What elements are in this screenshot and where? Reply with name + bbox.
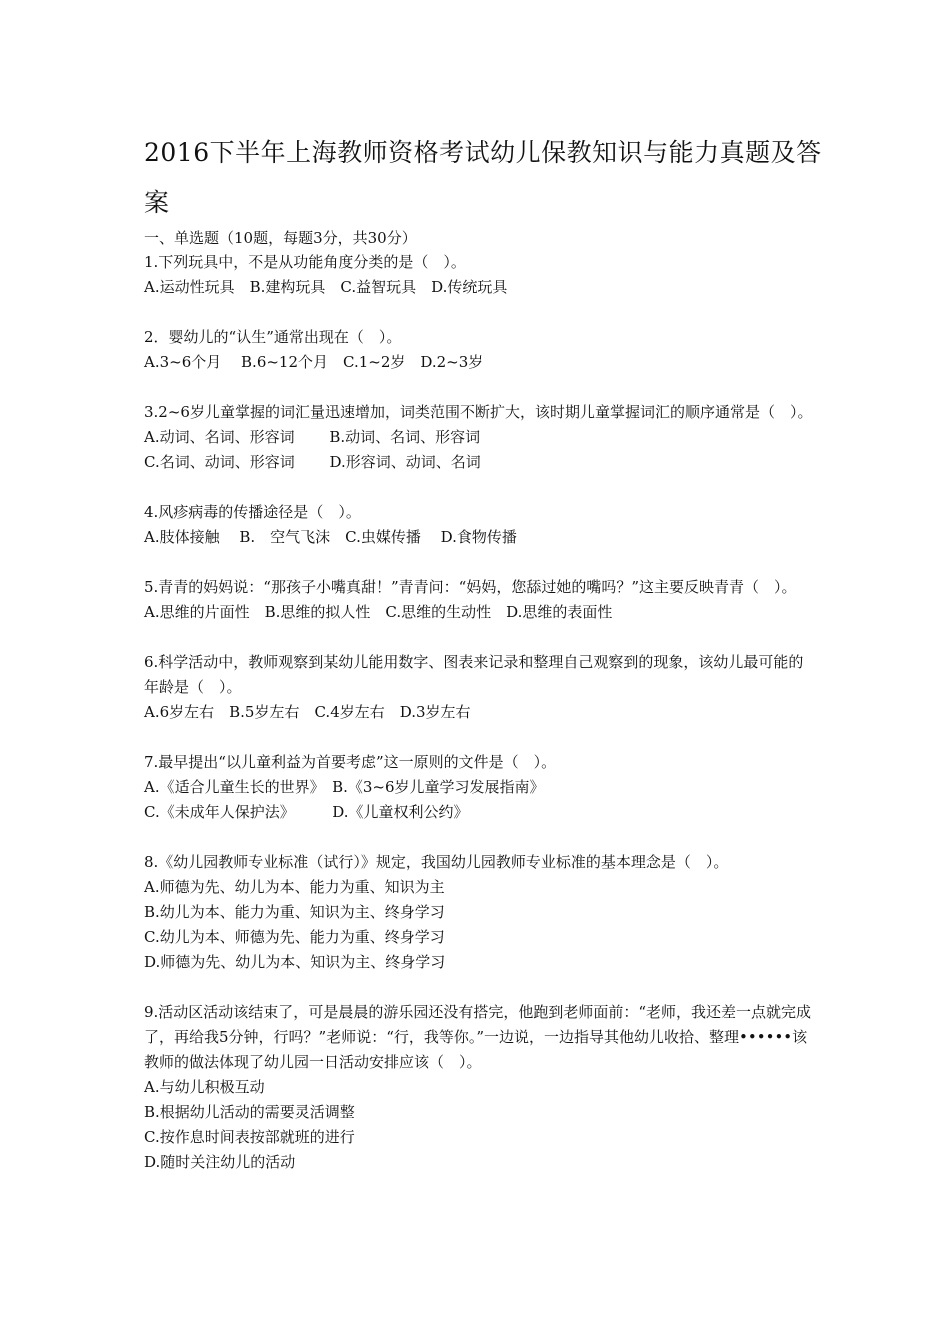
question-options: D.师德为先、幼儿为本、知识为主、终身学习	[144, 953, 446, 971]
question-options: C.名词、动词、形容词 D.形容词、动词、名词	[144, 453, 481, 471]
question-5	[144, 575, 814, 625]
question-options: A.运动性玩具 B.建构玩具 C.益智玩具 D.传统玩具	[144, 278, 508, 296]
question-options: C.按作息时间表按部就班的进行	[144, 1128, 355, 1146]
question-options: A.《适合儿童生长的世界》 B.《3~6岁儿童学习发展指南》	[144, 778, 545, 796]
question-4	[144, 500, 814, 550]
question-options: A.3~6个月 B.6~12个月 C.1~2岁 D.2~3岁	[144, 353, 484, 371]
question-2	[144, 325, 814, 375]
question-options: A.肢体接触 B. 空气飞沫 C.虫媒传播 D.食物传播	[144, 528, 517, 546]
question-9	[144, 1000, 814, 1175]
question-stem: 5.青青的妈妈说：“那孩子小嘴真甜！”青青问：“妈妈，您舔过她的嘴吗？”这主要反映青青（ ）。	[144, 578, 797, 596]
question-options: B.幼儿为本、能力为重、知识为主、终身学习	[144, 903, 445, 921]
question-stem: 4.风疹病毒的传播途径是（ ）。	[144, 503, 361, 521]
question-stem: 7.最早提出“以儿童利益为首要考虑”这一原则的文件是（ ）。	[144, 753, 557, 771]
question-options: C.《未成年人保护法》 D.《儿童权利公约》	[144, 803, 469, 821]
question-options: D.随时关注幼儿的活动	[144, 1153, 296, 1171]
question-stem: 3.2~6岁儿童掌握的词汇量迅速增加，词类范围不断扩大，该时期儿童掌握词汇的顺序通常是（ ）。	[144, 403, 813, 421]
question-stem: 6.科学活动中，教师观察到某幼儿能用数字、图表来记录和整理自己观察到的现象，该幼儿最可能的年龄是（ ）。	[144, 653, 804, 696]
question-options: A.师德为先、幼儿为本、能力为重、知识为主	[144, 878, 445, 896]
question-3	[144, 400, 814, 475]
question-1	[144, 250, 814, 300]
question-stem: 1.下列玩具中，不是从功能角度分类的是（ ）。	[144, 253, 466, 271]
question-8	[144, 850, 814, 975]
question-options: A.思维的片面性 B.思维的拟人性 C.思维的生动性 D.思维的表面性	[144, 603, 613, 621]
section-heading: 一、单选题（10题，每题3分，共30分）	[144, 229, 417, 247]
question-options: A.6岁左右 B.5岁左右 C.4岁左右 D.3岁左右	[144, 703, 471, 721]
document-title: 2016下半年上海教师资格考试幼儿保教知识与能力真题及答案	[144, 138, 822, 217]
question-stem: 9.活动区活动该结束了，可是晨晨的游乐园还没有搭完，他跑到老师面前：“老师，我还差一点就完成了，再给我5分钟，行吗？”老师说：“行，我等你。”一边说，一边指导其他幼儿收拾、整理••••••该教师的做法体现了幼儿园一日活动安排应该（ ）。	[144, 1003, 811, 1071]
question-stem: 8.《幼儿园教师专业标准（试行）》规定，我国幼儿园教师专业标准的基本理念是（ ）。	[144, 853, 729, 871]
question-stem: 2．婴幼儿的“认生”通常出现在（ ）。	[144, 328, 402, 346]
question-options: A.动词、名词、形容词 B.动词、名词、形容词	[144, 428, 481, 446]
question-7	[144, 750, 814, 825]
question-list	[144, 250, 814, 1200]
question-options: B.根据幼儿活动的需要灵活调整	[144, 1103, 355, 1121]
question-options: C.幼儿为本、师德为先、能力为重、终身学习	[144, 928, 445, 946]
question-6	[144, 650, 814, 725]
question-options: A.与幼儿积极互动	[144, 1078, 265, 1096]
